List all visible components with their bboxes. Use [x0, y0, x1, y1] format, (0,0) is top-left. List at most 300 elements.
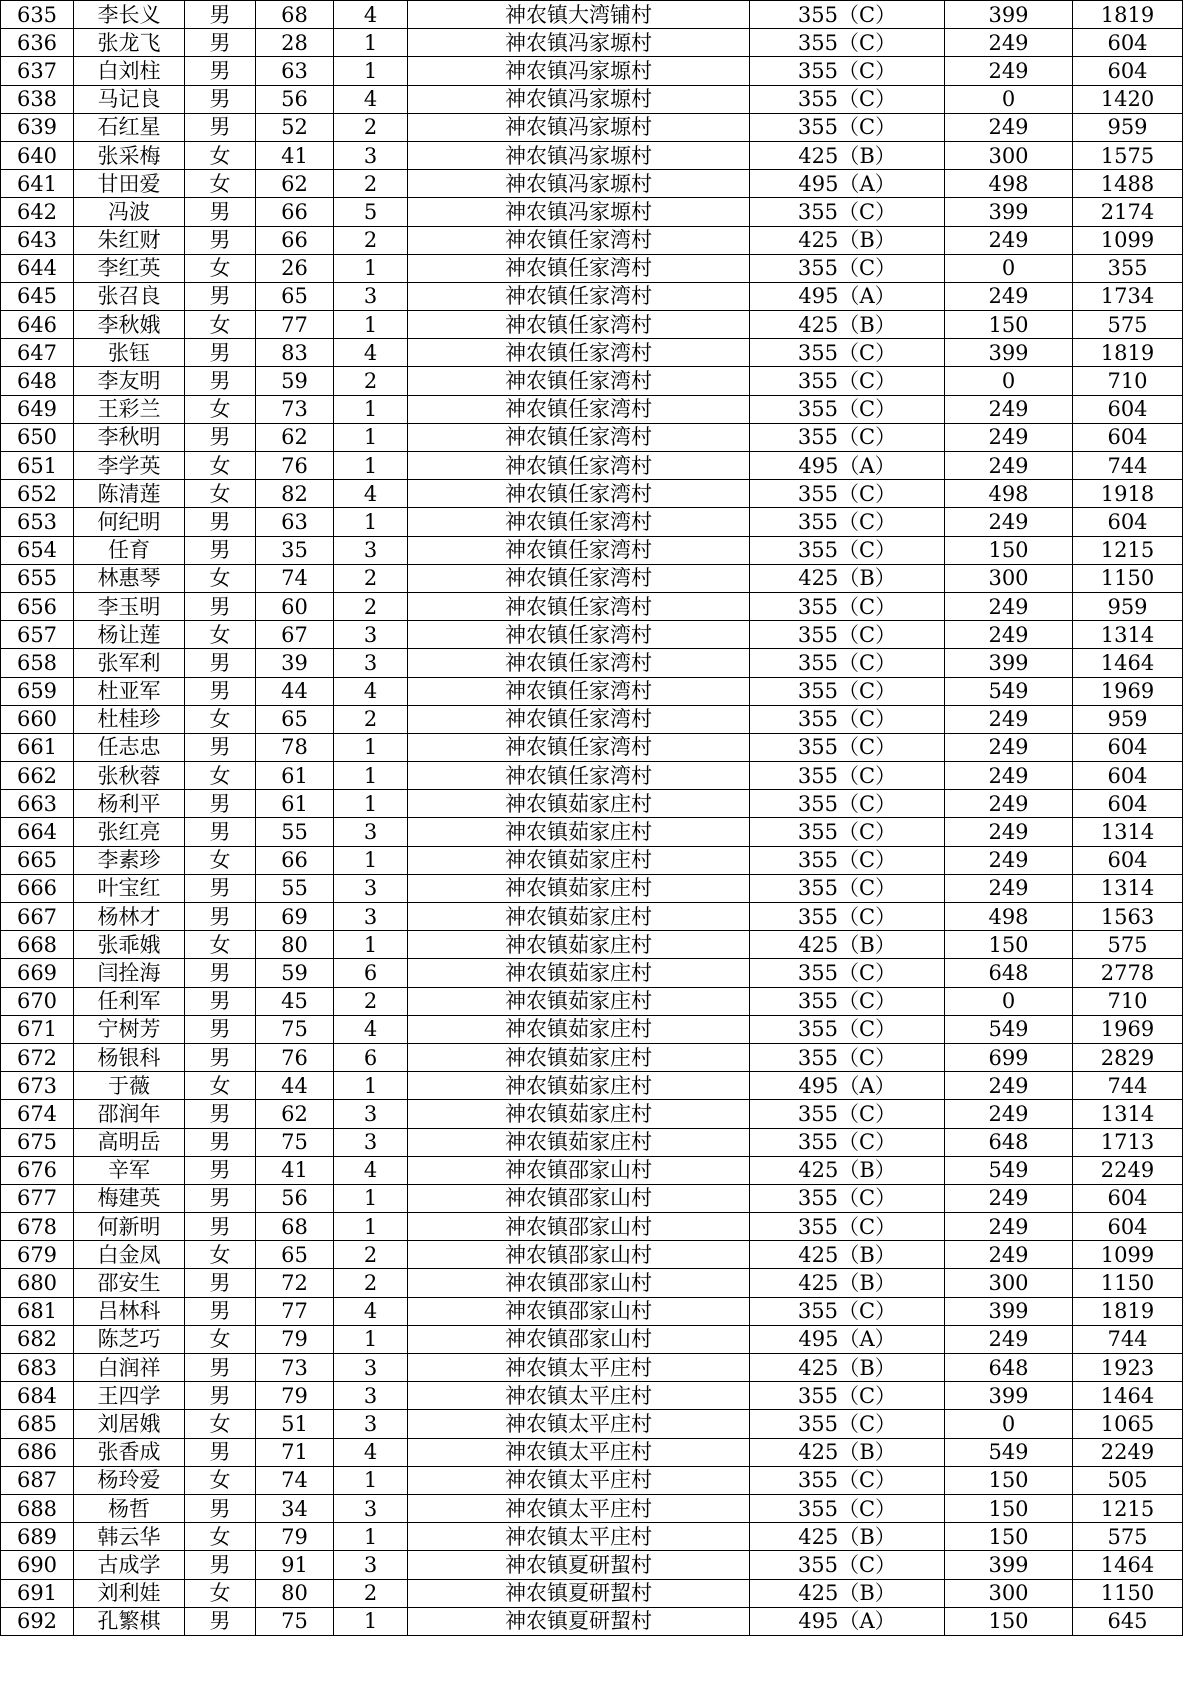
cell-gender: 女	[185, 452, 256, 480]
cell-row-number: 655	[1, 564, 74, 592]
cell-household-size: 3	[334, 1128, 408, 1156]
cell-row-number: 659	[1, 677, 74, 705]
cell-total-amount: 604	[1073, 762, 1183, 790]
cell-row-number: 649	[1, 395, 74, 423]
cell-name: 邵润年	[74, 1100, 185, 1128]
cell-gender: 男	[185, 874, 256, 902]
cell-row-number: 653	[1, 508, 74, 536]
cell-gender: 男	[185, 1382, 256, 1410]
cell-standard-level: 425（B）	[750, 1579, 945, 1607]
cell-household-size: 1	[334, 790, 408, 818]
cell-subsidy-amount: 0	[945, 254, 1073, 282]
cell-household-size: 2	[334, 170, 408, 198]
cell-age: 75	[256, 1015, 334, 1043]
cell-village: 神农镇任家湾村	[408, 677, 750, 705]
cell-household-size: 1	[334, 508, 408, 536]
table-row	[1, 1410, 1183, 1438]
cell-name: 孔繁棋	[74, 1607, 185, 1635]
cell-household-size: 2	[334, 1241, 408, 1269]
cell-standard-level: 425（B）	[750, 1354, 945, 1382]
cell-name: 杜桂珍	[74, 705, 185, 733]
cell-row-number: 672	[1, 1043, 74, 1071]
cell-household-size: 2	[334, 705, 408, 733]
cell-subsidy-amount: 399	[945, 1, 1073, 29]
table-row	[1, 790, 1183, 818]
cell-row-number: 661	[1, 733, 74, 761]
cell-village: 神农镇太平庄村	[408, 1382, 750, 1410]
cell-gender: 男	[185, 57, 256, 85]
cell-subsidy-amount: 249	[945, 423, 1073, 451]
cell-age: 62	[256, 423, 334, 451]
cell-village: 神农镇茹家庄村	[408, 1100, 750, 1128]
cell-subsidy-amount: 0	[945, 1410, 1073, 1438]
cell-name: 李长义	[74, 1, 185, 29]
cell-village: 神农镇邵家山村	[408, 1184, 750, 1212]
cell-row-number: 643	[1, 226, 74, 254]
cell-row-number: 690	[1, 1551, 74, 1579]
cell-name: 张召良	[74, 282, 185, 310]
cell-name: 何纪明	[74, 508, 185, 536]
cell-name: 李秋娥	[74, 311, 185, 339]
cell-total-amount: 1215	[1073, 1494, 1183, 1522]
cell-village: 神农镇邵家山村	[408, 1269, 750, 1297]
cell-subsidy-amount: 399	[945, 198, 1073, 226]
cell-row-number: 671	[1, 1015, 74, 1043]
cell-total-amount: 604	[1073, 423, 1183, 451]
cell-age: 56	[256, 1184, 334, 1212]
table-row	[1, 818, 1183, 846]
table-row	[1, 733, 1183, 761]
cell-name: 吕林科	[74, 1297, 185, 1325]
cell-household-size: 4	[334, 480, 408, 508]
cell-row-number: 677	[1, 1184, 74, 1212]
cell-total-amount: 1099	[1073, 226, 1183, 254]
cell-age: 34	[256, 1494, 334, 1522]
cell-household-size: 4	[334, 1, 408, 29]
cell-standard-level: 425（B）	[750, 1269, 945, 1297]
cell-age: 59	[256, 367, 334, 395]
cell-total-amount: 710	[1073, 987, 1183, 1015]
table-row	[1, 226, 1183, 254]
cell-name: 杨玲爱	[74, 1466, 185, 1494]
cell-gender: 男	[185, 29, 256, 57]
table-row	[1, 423, 1183, 451]
cell-village: 神农镇任家湾村	[408, 564, 750, 592]
cell-gender: 男	[185, 282, 256, 310]
cell-row-number: 638	[1, 85, 74, 113]
cell-village: 神农镇任家湾村	[408, 508, 750, 536]
cell-gender: 男	[185, 1297, 256, 1325]
table-row	[1, 959, 1183, 987]
cell-age: 65	[256, 282, 334, 310]
table-row	[1, 1494, 1183, 1522]
cell-subsidy-amount: 249	[945, 1072, 1073, 1100]
cell-row-number: 689	[1, 1523, 74, 1551]
table-row	[1, 592, 1183, 620]
table-row	[1, 1, 1183, 29]
cell-standard-level: 355（C）	[750, 790, 945, 818]
cell-household-size: 6	[334, 1043, 408, 1071]
cell-standard-level: 495（A）	[750, 452, 945, 480]
cell-row-number: 637	[1, 57, 74, 85]
cell-gender: 男	[185, 226, 256, 254]
cell-total-amount: 604	[1073, 57, 1183, 85]
cell-row-number: 683	[1, 1354, 74, 1382]
cell-village: 神农镇冯家塬村	[408, 85, 750, 113]
cell-standard-level: 355（C）	[750, 621, 945, 649]
cell-gender: 女	[185, 705, 256, 733]
cell-village: 神农镇夏研蛪村	[408, 1579, 750, 1607]
cell-total-amount: 2249	[1073, 1156, 1183, 1184]
cell-subsidy-amount: 249	[945, 818, 1073, 846]
cell-village: 神农镇茹家庄村	[408, 846, 750, 874]
cell-name: 杨让莲	[74, 621, 185, 649]
cell-household-size: 4	[334, 1438, 408, 1466]
cell-name: 任志忠	[74, 733, 185, 761]
table-row	[1, 1213, 1183, 1241]
cell-age: 79	[256, 1325, 334, 1353]
cell-household-size: 2	[334, 987, 408, 1015]
cell-subsidy-amount: 249	[945, 790, 1073, 818]
cell-village: 神农镇冯家塬村	[408, 170, 750, 198]
cell-household-size: 1	[334, 733, 408, 761]
table-row	[1, 1354, 1183, 1382]
cell-gender: 男	[185, 1128, 256, 1156]
cell-household-size: 2	[334, 564, 408, 592]
cell-row-number: 652	[1, 480, 74, 508]
cell-name: 邵安生	[74, 1269, 185, 1297]
cell-total-amount: 744	[1073, 1325, 1183, 1353]
cell-name: 辛军	[74, 1156, 185, 1184]
cell-village: 神农镇茹家庄村	[408, 1015, 750, 1043]
cell-gender: 女	[185, 1523, 256, 1551]
cell-village: 神农镇邵家山村	[408, 1241, 750, 1269]
cell-name: 朱红财	[74, 226, 185, 254]
cell-total-amount: 959	[1073, 113, 1183, 141]
cell-row-number: 673	[1, 1072, 74, 1100]
cell-household-size: 1	[334, 1523, 408, 1551]
cell-age: 66	[256, 846, 334, 874]
cell-village: 神农镇任家湾村	[408, 282, 750, 310]
table-row	[1, 1523, 1183, 1551]
cell-age: 77	[256, 311, 334, 339]
cell-subsidy-amount: 648	[945, 1128, 1073, 1156]
cell-village: 神农镇任家湾村	[408, 452, 750, 480]
table-row	[1, 29, 1183, 57]
cell-row-number: 651	[1, 452, 74, 480]
cell-row-number: 687	[1, 1466, 74, 1494]
cell-row-number: 660	[1, 705, 74, 733]
cell-standard-level: 425（B）	[750, 141, 945, 169]
cell-standard-level: 425（B）	[750, 226, 945, 254]
cell-age: 44	[256, 1072, 334, 1100]
cell-total-amount: 959	[1073, 705, 1183, 733]
cell-row-number: 639	[1, 113, 74, 141]
cell-gender: 男	[185, 790, 256, 818]
cell-subsidy-amount: 249	[945, 1213, 1073, 1241]
cell-row-number: 654	[1, 536, 74, 564]
cell-name: 闫拴海	[74, 959, 185, 987]
cell-name: 刘居娥	[74, 1410, 185, 1438]
cell-age: 65	[256, 705, 334, 733]
cell-age: 41	[256, 141, 334, 169]
cell-age: 61	[256, 790, 334, 818]
cell-household-size: 4	[334, 677, 408, 705]
cell-village: 神农镇太平庄村	[408, 1494, 750, 1522]
cell-total-amount: 744	[1073, 1072, 1183, 1100]
cell-row-number: 648	[1, 367, 74, 395]
cell-village: 神农镇任家湾村	[408, 226, 750, 254]
cell-gender: 女	[185, 1241, 256, 1269]
cell-subsidy-amount: 0	[945, 85, 1073, 113]
cell-household-size: 3	[334, 282, 408, 310]
cell-household-size: 1	[334, 1325, 408, 1353]
cell-gender: 男	[185, 592, 256, 620]
cell-row-number: 644	[1, 254, 74, 282]
cell-standard-level: 355（C）	[750, 1410, 945, 1438]
cell-subsidy-amount: 150	[945, 311, 1073, 339]
cell-name: 张红亮	[74, 818, 185, 846]
table-row	[1, 1184, 1183, 1212]
cell-village: 神农镇任家湾村	[408, 733, 750, 761]
cell-subsidy-amount: 249	[945, 282, 1073, 310]
cell-row-number: 664	[1, 818, 74, 846]
cell-total-amount: 1713	[1073, 1128, 1183, 1156]
cell-standard-level: 425（B）	[750, 1241, 945, 1269]
table-row	[1, 1579, 1183, 1607]
cell-subsidy-amount: 699	[945, 1043, 1073, 1071]
cell-standard-level: 355（C）	[750, 536, 945, 564]
cell-name: 古成学	[74, 1551, 185, 1579]
cell-total-amount: 2778	[1073, 959, 1183, 987]
cell-household-size: 1	[334, 311, 408, 339]
cell-subsidy-amount: 249	[945, 57, 1073, 85]
cell-gender: 女	[185, 846, 256, 874]
cell-village: 神农镇太平庄村	[408, 1523, 750, 1551]
cell-standard-level: 355（C）	[750, 1494, 945, 1522]
cell-standard-level: 355（C）	[750, 339, 945, 367]
table-row	[1, 1325, 1183, 1353]
cell-gender: 男	[185, 903, 256, 931]
cell-total-amount: 1314	[1073, 621, 1183, 649]
cell-name: 杨银科	[74, 1043, 185, 1071]
cell-standard-level: 425（B）	[750, 931, 945, 959]
cell-age: 61	[256, 762, 334, 790]
cell-household-size: 1	[334, 1072, 408, 1100]
cell-household-size: 2	[334, 226, 408, 254]
table-row	[1, 395, 1183, 423]
cell-household-size: 4	[334, 85, 408, 113]
cell-household-size: 1	[334, 254, 408, 282]
cell-standard-level: 355（C）	[750, 480, 945, 508]
cell-name: 张钰	[74, 339, 185, 367]
table-row	[1, 564, 1183, 592]
cell-subsidy-amount: 300	[945, 141, 1073, 169]
cell-age: 41	[256, 1156, 334, 1184]
cell-total-amount: 604	[1073, 1213, 1183, 1241]
cell-age: 75	[256, 1607, 334, 1635]
cell-village: 神农镇任家湾村	[408, 311, 750, 339]
cell-standard-level: 355（C）	[750, 85, 945, 113]
cell-household-size: 2	[334, 592, 408, 620]
cell-total-amount: 1819	[1073, 339, 1183, 367]
cell-name: 甘田爱	[74, 170, 185, 198]
cell-standard-level: 355（C）	[750, 367, 945, 395]
cell-household-size: 3	[334, 1494, 408, 1522]
cell-age: 68	[256, 1213, 334, 1241]
cell-total-amount: 1969	[1073, 1015, 1183, 1043]
cell-total-amount: 604	[1073, 733, 1183, 761]
cell-row-number: 680	[1, 1269, 74, 1297]
cell-subsidy-amount: 648	[945, 959, 1073, 987]
cell-subsidy-amount: 300	[945, 564, 1073, 592]
cell-household-size: 1	[334, 395, 408, 423]
cell-age: 80	[256, 1579, 334, 1607]
cell-gender: 女	[185, 254, 256, 282]
cell-subsidy-amount: 249	[945, 1325, 1073, 1353]
cell-total-amount: 1150	[1073, 1269, 1183, 1297]
table-row	[1, 1241, 1183, 1269]
cell-household-size: 3	[334, 621, 408, 649]
cell-standard-level: 355（C）	[750, 423, 945, 451]
table-row	[1, 1269, 1183, 1297]
cell-gender: 女	[185, 1410, 256, 1438]
table-row	[1, 536, 1183, 564]
cell-name: 叶宝红	[74, 874, 185, 902]
cell-row-number: 674	[1, 1100, 74, 1128]
table-row	[1, 903, 1183, 931]
cell-standard-level: 495（A）	[750, 1072, 945, 1100]
table-row	[1, 762, 1183, 790]
cell-total-amount: 604	[1073, 846, 1183, 874]
cell-village: 神农镇任家湾村	[408, 480, 750, 508]
cell-name: 石红星	[74, 113, 185, 141]
cell-standard-level: 355（C）	[750, 1466, 945, 1494]
cell-name: 陈芝巧	[74, 1325, 185, 1353]
cell-row-number: 688	[1, 1494, 74, 1522]
cell-age: 60	[256, 592, 334, 620]
cell-household-size: 4	[334, 339, 408, 367]
cell-household-size: 3	[334, 141, 408, 169]
cell-total-amount: 1215	[1073, 536, 1183, 564]
cell-total-amount: 1918	[1073, 480, 1183, 508]
cell-gender: 男	[185, 1438, 256, 1466]
table-row	[1, 874, 1183, 902]
cell-subsidy-amount: 249	[945, 705, 1073, 733]
cell-name: 林惠琴	[74, 564, 185, 592]
table-row	[1, 141, 1183, 169]
cell-subsidy-amount: 648	[945, 1354, 1073, 1382]
cell-name: 张乖娥	[74, 931, 185, 959]
cell-total-amount: 1150	[1073, 564, 1183, 592]
cell-age: 73	[256, 1354, 334, 1382]
cell-village: 神农镇冯家塬村	[408, 198, 750, 226]
cell-gender: 男	[185, 423, 256, 451]
cell-gender: 男	[185, 339, 256, 367]
cell-standard-level: 355（C）	[750, 1184, 945, 1212]
cell-household-size: 2	[334, 1579, 408, 1607]
cell-village: 神农镇夏研蛪村	[408, 1607, 750, 1635]
cell-row-number: 685	[1, 1410, 74, 1438]
cell-age: 66	[256, 226, 334, 254]
cell-age: 45	[256, 987, 334, 1015]
cell-household-size: 1	[334, 452, 408, 480]
cell-household-size: 3	[334, 874, 408, 902]
cell-age: 79	[256, 1523, 334, 1551]
cell-subsidy-amount: 399	[945, 1297, 1073, 1325]
cell-standard-level: 355（C）	[750, 762, 945, 790]
cell-row-number: 692	[1, 1607, 74, 1635]
cell-household-size: 3	[334, 903, 408, 931]
cell-row-number: 646	[1, 311, 74, 339]
cell-age: 63	[256, 508, 334, 536]
cell-age: 71	[256, 1438, 334, 1466]
cell-subsidy-amount: 399	[945, 649, 1073, 677]
table-row	[1, 170, 1183, 198]
cell-name: 于薇	[74, 1072, 185, 1100]
cell-gender: 男	[185, 1551, 256, 1579]
cell-age: 78	[256, 733, 334, 761]
cell-gender: 女	[185, 395, 256, 423]
cell-village: 神农镇茹家庄村	[408, 874, 750, 902]
cell-total-amount: 1420	[1073, 85, 1183, 113]
cell-village: 神农镇任家湾村	[408, 395, 750, 423]
cell-total-amount: 604	[1073, 1184, 1183, 1212]
cell-subsidy-amount: 249	[945, 846, 1073, 874]
cell-village: 神农镇任家湾村	[408, 339, 750, 367]
cell-village: 神农镇任家湾村	[408, 536, 750, 564]
cell-row-number: 666	[1, 874, 74, 902]
cell-gender: 男	[185, 198, 256, 226]
cell-village: 神农镇太平庄村	[408, 1354, 750, 1382]
cell-total-amount: 1314	[1073, 1100, 1183, 1128]
cell-row-number: 665	[1, 846, 74, 874]
cell-name: 白金凤	[74, 1241, 185, 1269]
table-row	[1, 452, 1183, 480]
cell-household-size: 5	[334, 198, 408, 226]
cell-village: 神农镇邵家山村	[408, 1156, 750, 1184]
cell-total-amount: 604	[1073, 790, 1183, 818]
cell-name: 王彩兰	[74, 395, 185, 423]
cell-village: 神农镇夏研蛪村	[408, 1551, 750, 1579]
cell-total-amount: 710	[1073, 367, 1183, 395]
cell-gender: 男	[185, 1156, 256, 1184]
table-row	[1, 1382, 1183, 1410]
cell-row-number: 681	[1, 1297, 74, 1325]
cell-total-amount: 604	[1073, 508, 1183, 536]
cell-village: 神农镇邵家山村	[408, 1213, 750, 1241]
cell-row-number: 686	[1, 1438, 74, 1466]
cell-row-number: 684	[1, 1382, 74, 1410]
cell-village: 神农镇冯家塬村	[408, 113, 750, 141]
cell-household-size: 3	[334, 1410, 408, 1438]
cell-age: 44	[256, 677, 334, 705]
table-row	[1, 282, 1183, 310]
cell-standard-level: 355（C）	[750, 395, 945, 423]
table-row	[1, 1438, 1183, 1466]
cell-row-number: 678	[1, 1213, 74, 1241]
cell-village: 神农镇茹家庄村	[408, 1072, 750, 1100]
cell-household-size: 4	[334, 1156, 408, 1184]
cell-total-amount: 1065	[1073, 1410, 1183, 1438]
cell-standard-level: 495（A）	[750, 282, 945, 310]
cell-household-size: 3	[334, 1551, 408, 1579]
cell-age: 69	[256, 903, 334, 931]
table-row	[1, 1607, 1183, 1635]
cell-gender: 男	[185, 1607, 256, 1635]
cell-household-size: 2	[334, 367, 408, 395]
table-row	[1, 1015, 1183, 1043]
